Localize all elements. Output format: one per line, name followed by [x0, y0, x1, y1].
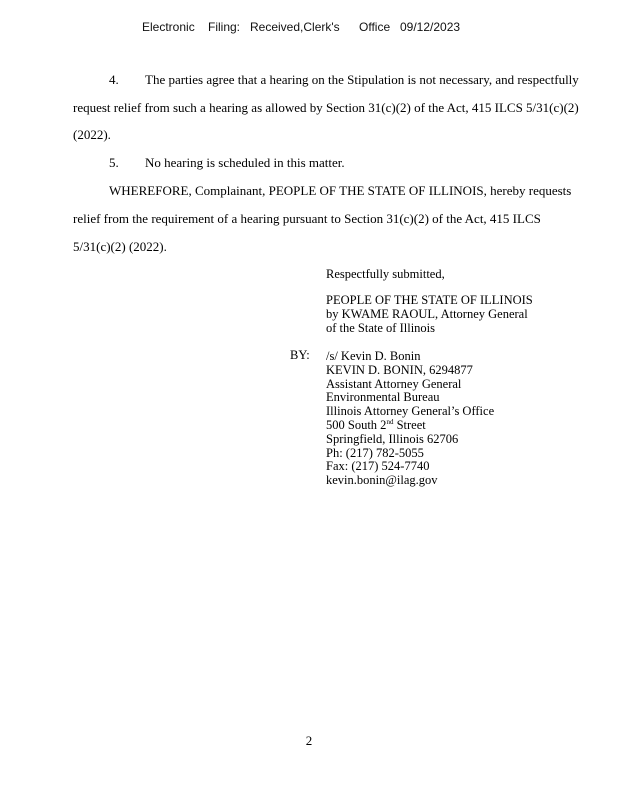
para-4-line-3: (2022). [73, 127, 111, 142]
state-line: of the State of Illinois [326, 320, 436, 335]
phone: Ph: (217) 782-5055 [326, 445, 424, 460]
wherefore-line-2: relief from the requirement of a hearing pursuant to Section 31(c)(2) of the Act, 415 ILCS [73, 211, 541, 226]
party-block [326, 294, 533, 335]
header-electronic: Electronic [142, 20, 195, 34]
para-4-line-2: request relief from such a hearing as allowed by Section 31(c)(2) of the Act, 415 ILCS 5/31(c)(2) [73, 100, 579, 115]
email: kevin.bonin@ilag.gov [326, 473, 438, 488]
header-office: Office [359, 20, 391, 34]
bureau: Environmental Bureau [326, 390, 440, 405]
para-4-line-1: The parties agree that a hearing on the Stipulation is not necessary, and respectfully [145, 72, 579, 87]
signature-block [326, 350, 494, 488]
party-name: PEOPLE OF THE STATE OF ILLINOIS [326, 293, 533, 307]
wherefore-line-1: WHEREFORE, Complainant, PEOPLE OF THE STATE OF ILLINOIS, hereby requests [109, 183, 572, 198]
para-5-line-1: No hearing is scheduled in this matter. [145, 155, 345, 170]
para-4-number: 4. [109, 72, 119, 87]
header-received: Received,Clerk's [250, 20, 340, 34]
by-label: BY: [290, 348, 310, 362]
electronic-signature: /s/ Kevin D. Bonin [326, 349, 421, 363]
attorney-name: KEVIN D. BONIN, 6294877 [326, 362, 473, 377]
fax: Fax: (217) 524-7740 [326, 459, 430, 474]
office-name: Illinois Attorney General’s Office [326, 404, 495, 419]
closing-line: Respectfully submitted, [326, 267, 445, 281]
page-number: 2 [305, 733, 313, 748]
attorney-general-line: by KWAME RAOUL, Attorney General [326, 306, 528, 321]
street-address: 500 South 2nd Street [326, 417, 426, 432]
city-state-zip: Springfield, Illinois 62706 [326, 431, 459, 446]
header-date: 09/12/2023 [400, 20, 461, 34]
header-filing: Filing: [208, 20, 241, 34]
wherefore-line-3: 5/31(c)(2) (2022). [73, 239, 167, 254]
attorney-title: Assistant Attorney General [326, 376, 462, 391]
para-5-number: 5. [109, 155, 119, 170]
